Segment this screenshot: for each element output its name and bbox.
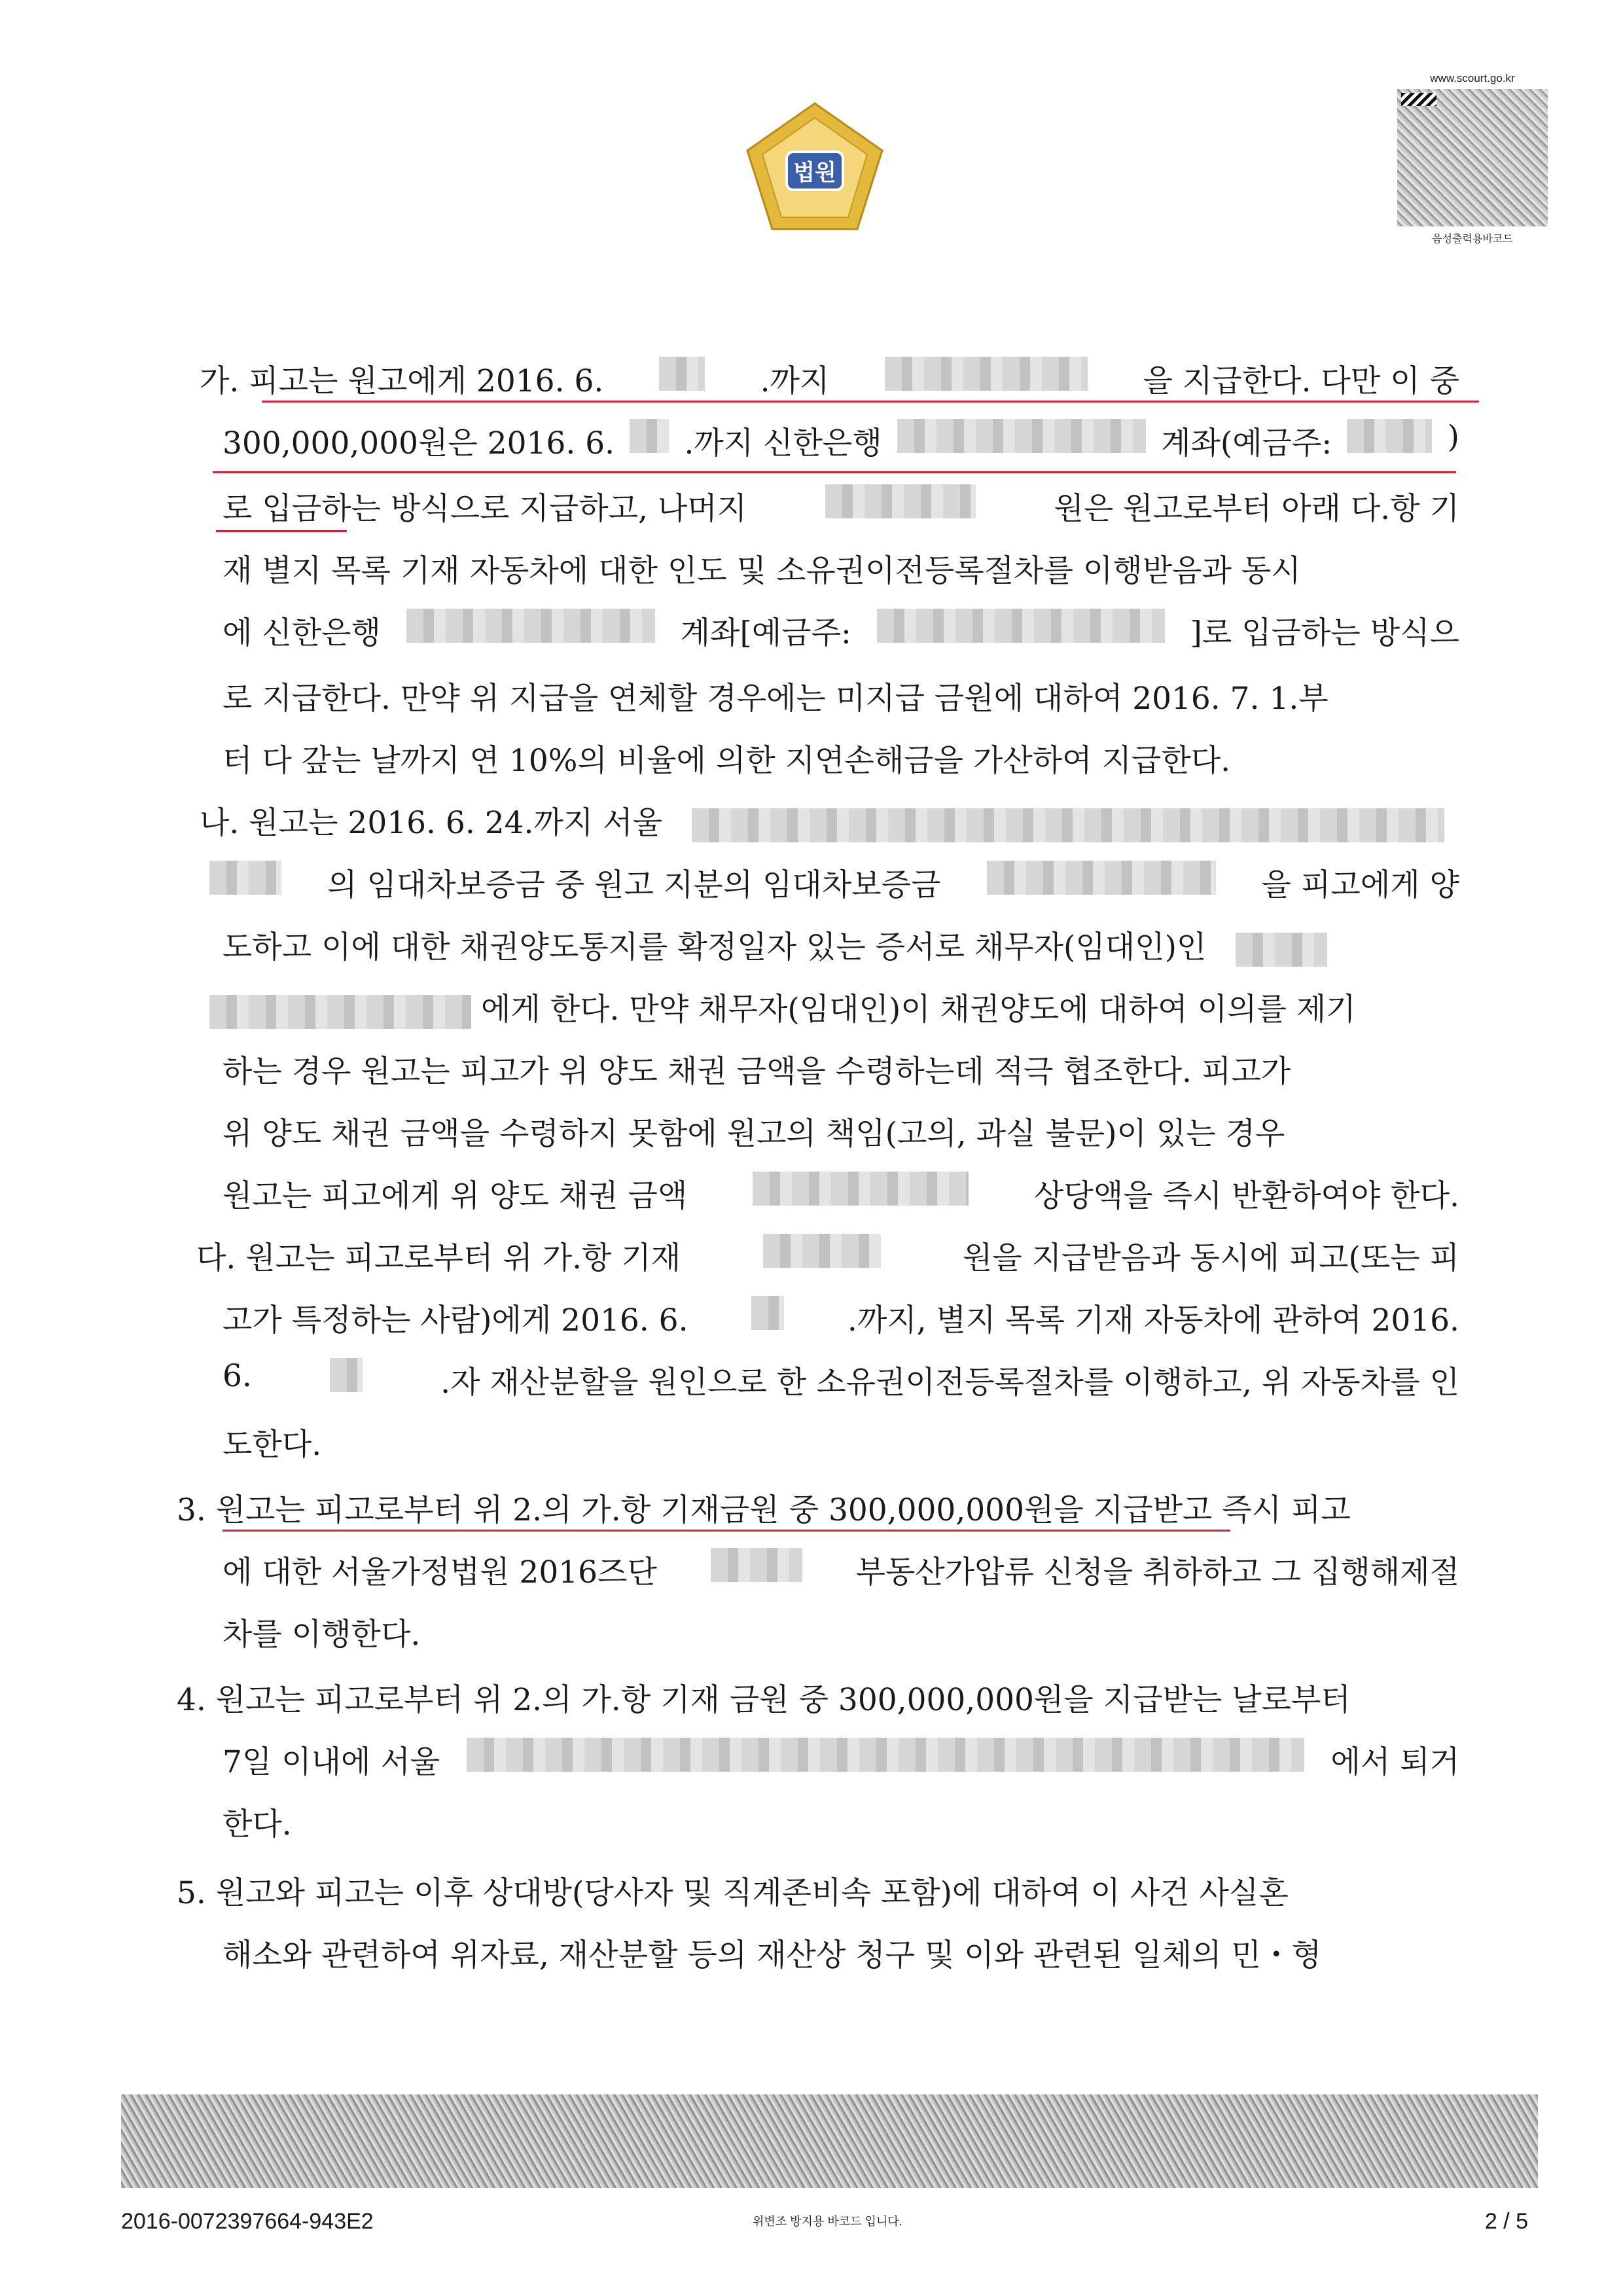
- redaction: [330, 1358, 363, 1392]
- red-underline: [262, 401, 1479, 403]
- para-da-line-1: [196, 1234, 1459, 1278]
- qr-block: [1397, 72, 1548, 245]
- text-segment: 다. 원고는 피고로부터 위 가.항 기재: [196, 1240, 681, 1276]
- para-na-line-5: 하는 경우 원고는 피고가 위 양도 채권 금액을 수령하는데 적극 협조한다. 피고가: [223, 1054, 1291, 1090]
- redaction: [825, 484, 976, 518]
- redaction: [467, 1738, 1304, 1772]
- text-segment: 가. 피고는 원고에게 2016. 6.: [200, 363, 604, 399]
- text-segment: 계좌(예금주:: [1161, 425, 1332, 461]
- redaction: [406, 609, 655, 643]
- para-ga-line-4: 재 별지 목록 기재 자동차에 대한 인도 및 소유권이전등록절차를 이행받음과 동시: [223, 553, 1301, 589]
- text-segment: 나. 원고는 2016. 6. 24.까지 서울: [200, 805, 662, 841]
- text-segment: .까지 신한은행: [684, 425, 882, 461]
- emblem-text: 법원: [793, 160, 836, 186]
- qr-url: www.scourt.go.kr: [1430, 72, 1515, 84]
- para-3-line-3: 차를 이행한다.: [223, 1617, 421, 1653]
- text-segment: 부동산가압류 신청을 취하하고 그 집행해제절: [855, 1554, 1459, 1590]
- para-ga-line-3: [223, 484, 1459, 528]
- para-ga-line-7: 터 다 갚는 날까지 연 10%의 비율에 의한 지연손해금을 가산하여 지급한다.: [223, 743, 1231, 779]
- redaction: [711, 1548, 802, 1582]
- text-segment: .자 재산분할을 원인으로 한 소유권이전등록절차를 이행하고, 위 자동차를 인: [440, 1365, 1459, 1401]
- para-5-line-2: 해소와 관련하여 위자료, 재산분할 등의 재산상 청구 및 이와 관련된 일체의 민・형: [223, 1937, 1322, 1973]
- text-segment: 원을 지급받음과 동시에 피고(또는 피: [962, 1240, 1459, 1276]
- text-segment: 6.: [223, 1358, 252, 1394]
- text-segment: ): [1447, 419, 1459, 455]
- text-segment: 도하고 이에 대한 채권양도통지를 확정일자 있는 증서로 채무자(임대인)인: [223, 929, 1207, 965]
- text-segment: 에 신한은행: [223, 615, 381, 651]
- redaction: [659, 357, 705, 391]
- redaction: [209, 995, 471, 1029]
- text-segment: 에게 한다. 만약 채무자(임대인)이 채권양도에 대하여 이의를 제기: [480, 992, 1356, 1028]
- qr-code-icon: [1397, 89, 1548, 226]
- document-number: 2016-0072397664-943E2: [121, 2209, 374, 2234]
- para-na-line-1: [200, 798, 1444, 842]
- red-underline: [213, 471, 1456, 473]
- text-segment: 에 대한 서울가정법원 2016즈단: [223, 1554, 657, 1590]
- para-ga-line-1: [200, 357, 1459, 401]
- qr-label: 음성출력용바코드: [1432, 234, 1513, 245]
- text-segment: 300,000,000원은 2016. 6.: [223, 425, 615, 461]
- page-number: 2 / 5: [1484, 2209, 1528, 2234]
- redaction: [763, 1234, 881, 1268]
- text-segment: 7일 이내에 서울: [223, 1744, 440, 1780]
- para-da-line-2: [223, 1296, 1459, 1340]
- para-4-line-2: [223, 1738, 1459, 1782]
- redaction: [630, 419, 669, 453]
- para-da-line-3: [223, 1358, 1459, 1402]
- text-segment: 로 입금하는 방식으로 지급하고, 나머지: [223, 491, 747, 527]
- para-da-line-4: 도한다.: [223, 1427, 322, 1463]
- para-na-line-4: [209, 985, 1356, 1029]
- para-ga-line-6: 로 지급한다. 만약 위 지급을 연체할 경우에는 미지급 금원에 대하여 2016. 7. 1.부: [223, 681, 1329, 717]
- text-segment: 의 임대차보증금 중 원고 지분의 임대차보증금: [327, 867, 941, 903]
- para-4-line-3: 한다.: [223, 1806, 292, 1842]
- para-na-line-7: [223, 1172, 1459, 1215]
- text-segment: 고가 특정하는 사람)에게 2016. 6.: [223, 1302, 688, 1338]
- para-ga-line-5: [223, 609, 1459, 653]
- para-5-line-1: 5. 원고와 피고는 이후 상대방(당사자 및 직계존비속 포함)에 대하여 이 사건 사실혼: [177, 1875, 1289, 1911]
- para-na-line-3: [223, 923, 1459, 967]
- redaction: [1347, 419, 1432, 453]
- text-segment: 계좌[예금주:: [680, 615, 851, 651]
- text-segment: 을 피고에게 양: [1261, 867, 1459, 903]
- para-na-line-6: 위 양도 채권 금액을 수령하지 못함에 원고의 책임(고의, 과실 불문)이 있는 경우: [223, 1116, 1285, 1152]
- barcode-note: 위변조 방지용 바코드 입니다.: [753, 2215, 902, 2228]
- para-ga-line-2: [223, 419, 1459, 463]
- para-3-line-1: 3. 원고는 피고로부터 위 2.의 가.항 기재금원 중 300,000,000원을 지급받고 즉시 피고: [177, 1492, 1351, 1528]
- para-4-line-1: 4. 원고는 피고로부터 위 2.의 가.항 기재 금원 중 300,000,000원을 지급받는 날로부터: [177, 1682, 1351, 1718]
- text-segment: 에서 퇴거: [1330, 1744, 1459, 1780]
- red-underline: [216, 530, 347, 532]
- para-3-line-2: [223, 1548, 1459, 1592]
- redaction: [1236, 933, 1327, 967]
- redaction: [753, 1172, 969, 1206]
- redaction: [692, 808, 1444, 842]
- text-segment: 원은 원고로부터 아래 다.항 기: [1054, 491, 1459, 527]
- text-segment: 상당액을 즉시 반환하여야 한다.: [1033, 1178, 1459, 1214]
- text-segment: .까지: [760, 363, 830, 399]
- redaction: [209, 861, 281, 895]
- court-emblem-icon: [740, 98, 890, 236]
- redaction: [877, 609, 1165, 643]
- redaction: [897, 419, 1146, 453]
- text-segment: ]로 입금하는 방식으: [1190, 615, 1459, 651]
- para-na-line-2: [209, 861, 1459, 905]
- text-segment: 을 지급한다. 다만 이 중: [1143, 363, 1459, 399]
- redaction: [987, 861, 1216, 895]
- text-segment: .까지, 별지 목록 기재 자동차에 관하여 2016.: [847, 1302, 1459, 1338]
- text-segment: 원고는 피고에게 위 양도 채권 금액: [223, 1178, 688, 1214]
- anti-forgery-barcode-icon: [121, 2094, 1538, 2188]
- red-underline: [223, 1530, 1230, 1532]
- redaction: [885, 357, 1088, 391]
- redaction: [751, 1296, 784, 1330]
